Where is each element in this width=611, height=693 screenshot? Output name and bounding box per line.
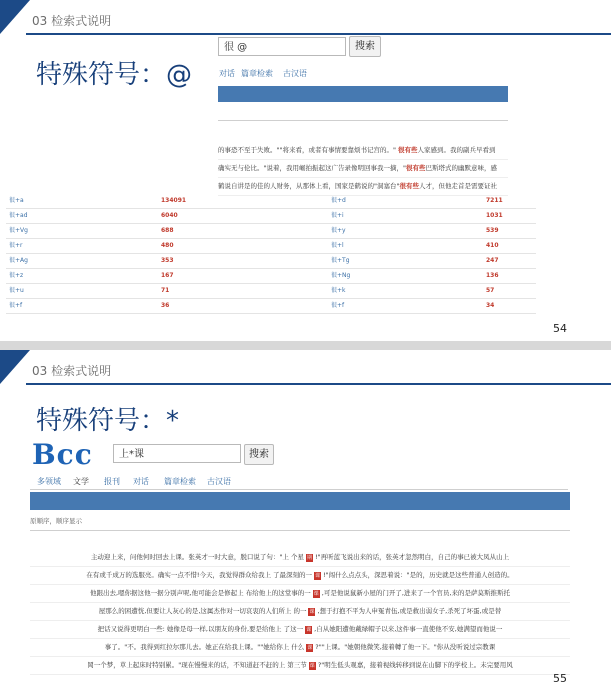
page-number: 55 xyxy=(553,672,567,685)
slide-55 xyxy=(0,350,611,693)
search-button[interactable]: 搜索 xyxy=(244,444,274,465)
stat-row: 很+u 71 很+k 57 xyxy=(6,283,536,299)
stat-row: 很+z 167 很+Ng 136 xyxy=(6,268,536,284)
concordance-row: 在有或千成万的选服亮。确实一点不惜!今天，我觉得群众给我上 了最深刻的一 课 !"闯什么点点头，深思着说："是的，历史就是这些普通人创造的。 xyxy=(30,566,570,585)
nav-underline xyxy=(30,489,568,490)
section-title: 03 检索式说明 xyxy=(32,14,112,28)
concordance-row: 鹤说自讲是的佳的人财务，从那体上看，国家是鹤说的"洞塞台"很有些人才，但他走首是需要证社 xyxy=(218,177,508,196)
concordance-row: 事了。"不。我得到红拉尔那儿去。她正在给我上课。""她给你上 什么 课 ?""上课。"她朝他微笑,接着轉了他一下。"你从没听说过宗教课 xyxy=(30,638,570,657)
concordance-row: 他跟出去,嗯你据这他一据分别声呢,他可能会是修起上 布给他上的这堂事的一 课 ,可是他说鼠新小屋的门开了,进来了一个官员,来的是萨莫斯推斯托 xyxy=(30,584,570,603)
concordance-row: 确实无与伦比。"说着，我用崛拍振起这广告录像明回事我一摘，"很有些巴斯塔式的幽默意味，感 xyxy=(218,159,508,178)
nav-item-dialogue[interactable]: 对话 xyxy=(133,477,149,486)
nav-item-dialogue[interactable]: 对话 xyxy=(219,69,235,78)
stat-row: 很+f 36 很+f 34 xyxy=(6,298,536,314)
concordance-row: 的事恐不至于失败。""将来看，或者有事情要靠烦书记宫的。" 很有些人家感到。我的副兵早看到 xyxy=(218,141,508,160)
slide-title: 特殊符号：* xyxy=(36,406,180,436)
slide-54 xyxy=(0,0,611,341)
slide-title: 特殊符号：@ xyxy=(36,60,193,90)
header-rule xyxy=(26,33,611,35)
slide-header xyxy=(0,0,611,36)
slide-header xyxy=(0,350,611,386)
stat-row: 很+Vg 688 很+y 539 xyxy=(6,223,536,239)
header-triangle-decoration xyxy=(0,0,30,34)
stat-row: 很+a 134091 很+d 7211 xyxy=(6,193,536,209)
nav-item-literature[interactable]: 文学 xyxy=(73,477,89,486)
divider xyxy=(30,530,570,531)
header-triangle-decoration xyxy=(0,350,30,384)
section-title: 03 检索式说明 xyxy=(32,364,112,378)
concordance-row: 把话又说得更明白一些: 她像是母一样,以朋友的身份,要是给他上 了这一 课 ,自从她阳遭他戴绿帽子以来,这件事一直使他不安,她满望而他说一 xyxy=(30,620,570,639)
nav-item-multi-domain[interactable]: 多领域 xyxy=(37,477,61,486)
nav-item-classical[interactable]: 古汉语 xyxy=(207,477,231,486)
nav-item-newspaper[interactable]: 报刊 xyxy=(104,477,120,486)
results-header-bar xyxy=(218,86,508,102)
search-input[interactable]: 上*课 xyxy=(113,444,241,463)
bcc-logo: Bcc xyxy=(32,438,93,471)
nav-item-discourse[interactable]: 篇章检索 xyxy=(164,477,196,486)
search-input[interactable]: 很 @ xyxy=(218,37,346,56)
search-button[interactable]: 搜索 xyxy=(349,36,381,57)
concordance-row: 岡一个梦，草上起床时特别累。"现在慢慢来的话，不知道赶不赶的上 第三节 课 ?"明生低头观嘉，接着视线转移到说在山脚下的学校上。未完要用风 xyxy=(30,656,570,675)
nav-item-classical[interactable]: 古汉语 xyxy=(283,69,307,78)
display-options[interactable]: 原顺序，顺序显示 xyxy=(30,517,82,525)
stat-row: 很+Ag 353 很+Tg 247 xyxy=(6,253,536,269)
nav-item-discourse[interactable]: 篇章检索 xyxy=(241,69,273,78)
stat-row: 很+r 480 很+l 410 xyxy=(6,238,536,254)
stat-row: 很+ad 6040 很+i 1031 xyxy=(6,208,536,224)
header-rule xyxy=(26,383,611,385)
concordance-row: 主动迎上来，问他何时回去上课。张英才一时大意，脱口说了句："上 个星 期 !"再听蓝飞说出来的话，张英才忽然明白，自己的事已被大凤从山上 xyxy=(30,548,570,567)
results-header-bar xyxy=(30,492,570,510)
divider xyxy=(218,120,508,121)
page-number: 54 xyxy=(553,322,567,335)
concordance-row: 屋那么的困遭恍,但要让人灰心的是,这属杰作对一切哀衷的人们所上 的一 课 ,想于打抱不平为人申冤青伍,或是救出弱女子,杀死了坏蛋,或是替 xyxy=(30,602,570,621)
